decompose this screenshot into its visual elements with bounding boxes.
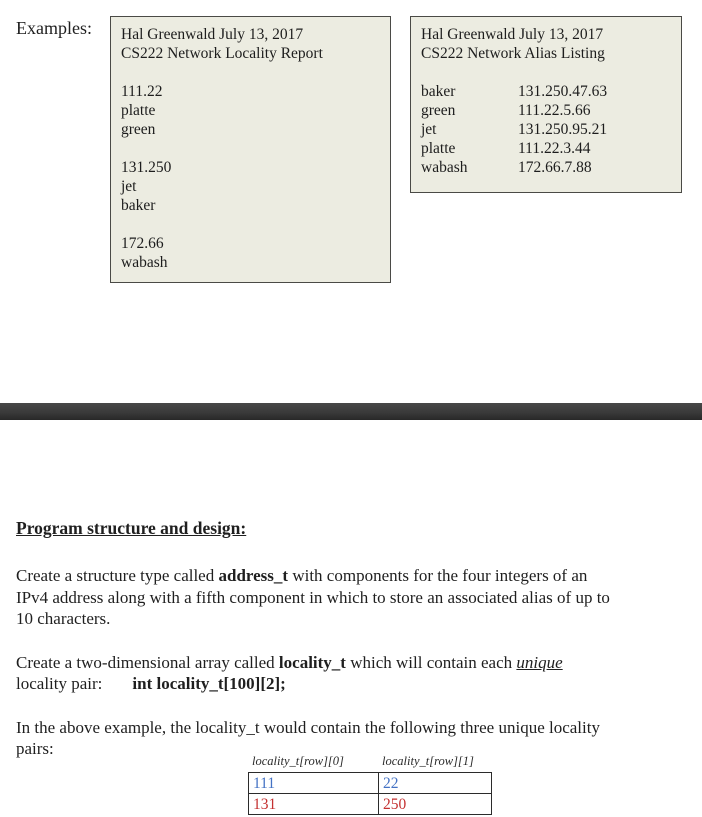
alias-address: 111.22.5.66 (518, 102, 591, 119)
report-line: 131.250 (121, 159, 172, 176)
paragraph-array (16, 652, 616, 695)
table-cell: 111 (249, 773, 379, 794)
paragraph-text: locality pair: (16, 674, 103, 693)
paragraph-text: with components for the four integers of an IPv4 address along with a fifth component in which to store an associated alias of up to 10 characters. (16, 566, 610, 628)
paragraph-text: Create a structure type called (16, 566, 219, 585)
report-line: jet (121, 178, 137, 195)
report-group (121, 234, 380, 272)
examples-label: Examples: (16, 18, 92, 38)
report-line: 111.22 (121, 83, 163, 100)
report-line: baker (121, 197, 156, 214)
paragraph-structure-type (16, 565, 616, 630)
alias-row (421, 82, 671, 101)
locality-report-box (110, 16, 391, 283)
paragraph-bold-text: address_t (218, 566, 289, 585)
report-line: wabash (121, 254, 168, 271)
locality-table (248, 754, 492, 815)
alias-row (421, 101, 671, 120)
alias-name: baker (421, 83, 456, 100)
paragraph-bold-text: locality_t (278, 652, 346, 672)
box-title-line: Hal Greenwald July 13, 2017 (421, 26, 604, 43)
table-cell: 131 (249, 794, 379, 815)
alias-name: green (421, 102, 456, 119)
section-heading: Program structure and design: (16, 518, 247, 538)
page-separator (0, 403, 702, 420)
table-header-cell: locality_t[row][1] (382, 754, 474, 768)
paragraph-text: In the above example, the locality_t would contain the following three unique locality pairs: (16, 717, 600, 758)
report-group (121, 82, 380, 139)
paragraph-text: which will contain each (345, 652, 517, 672)
alias-name: jet (421, 121, 437, 138)
box-title-line: CS222 Network Alias Listing (421, 45, 605, 62)
code-declaration: int locality_t[100][2]; (132, 674, 286, 693)
table-header-cell: locality_t[row][0] (252, 754, 344, 768)
alias-listing-box (410, 16, 682, 193)
table-cell: 250 (379, 794, 492, 815)
alias-address: 131.250.47.63 (518, 83, 608, 100)
alias-name: platte (421, 140, 456, 157)
alias-row (421, 139, 671, 158)
alias-name: wabash (421, 159, 468, 176)
locality-table-headers (248, 754, 492, 772)
report-line: 172.66 (121, 235, 164, 252)
report-line: platte (121, 102, 156, 119)
alias-address: 131.250.95.21 (518, 121, 608, 138)
page-2 (16, 518, 656, 782)
alias-row (421, 158, 671, 177)
report-line: green (121, 121, 156, 138)
table-row (249, 794, 492, 815)
box-title-line: CS222 Network Locality Report (121, 45, 323, 62)
alias-rows (421, 82, 671, 177)
report-group (121, 158, 380, 215)
table-cell: 22 (379, 773, 492, 794)
paragraph-text: Create a two-dimensional array called (16, 652, 279, 672)
alias-row (421, 120, 671, 139)
box-title-line: Hal Greenwald July 13, 2017 (121, 26, 304, 43)
table-row (249, 773, 492, 794)
paragraph-italic-underline-text: unique (516, 652, 563, 672)
alias-address: 111.22.3.44 (518, 140, 591, 157)
alias-address: 172.66.7.88 (518, 159, 592, 176)
